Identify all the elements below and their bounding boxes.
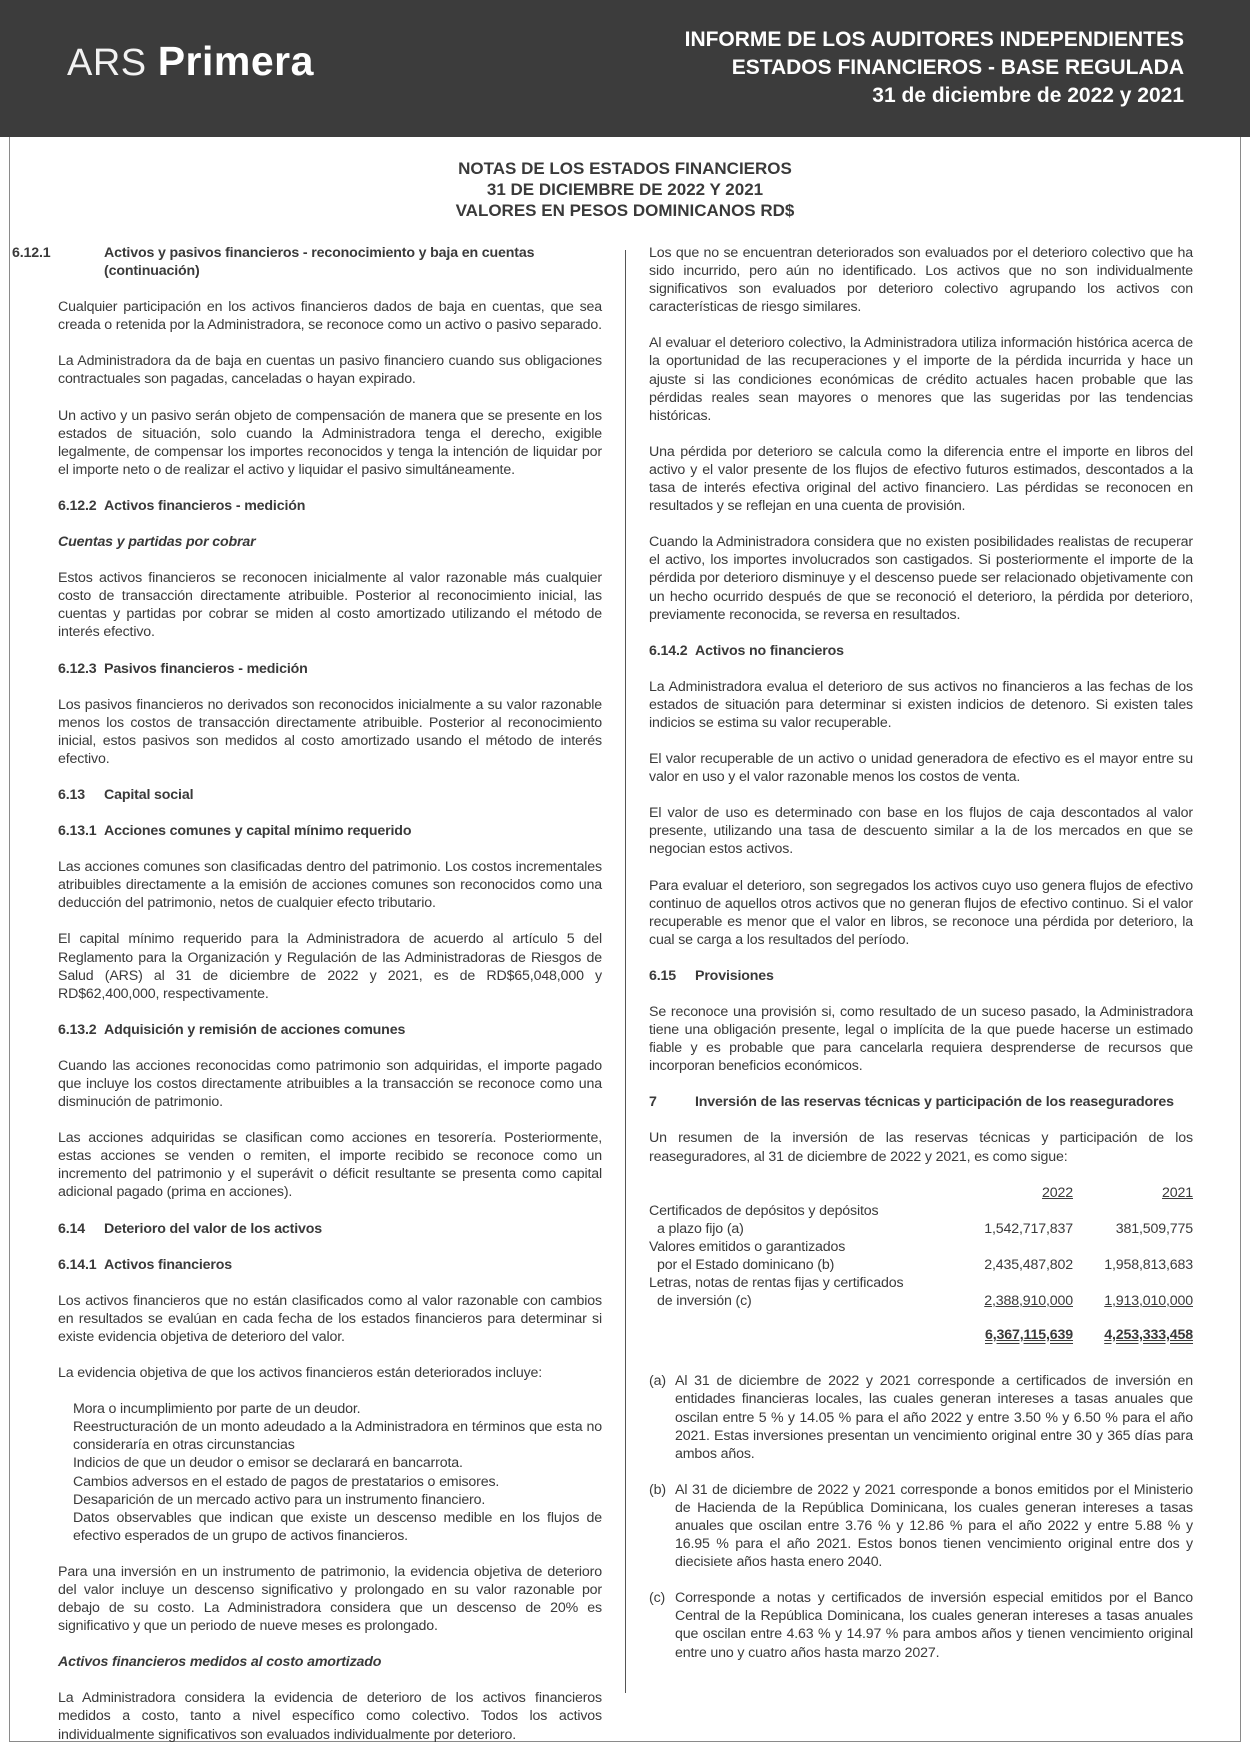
list-item: Datos observables que indican que existe un descenso medible en los flujos de efectivo esperados de un grupo de activos financieros. [73, 1509, 602, 1544]
paragraph: Cuando las acciones reconocidas como patrimonio son adquiridas, el importe pagado que incluye los costos directamente atribuibles a la transacción se reconoce como una disminución de patrimonio. [58, 1057, 602, 1111]
page-header [0, 0, 1250, 137]
table-row [649, 1274, 1193, 1292]
report-title-line-3: 31 de diciembre de 2022 y 2021 [872, 84, 1184, 107]
cell-2021: 1,913,010,000 [1104, 1293, 1193, 1310]
section-title: Pasivos financieros - medición [104, 660, 308, 677]
section-number: 6.14.2 [649, 642, 688, 659]
table-header-row [649, 1184, 1193, 1202]
section-heading-6-13-2 [58, 1021, 602, 1039]
row-label: Letras, notas de rentas fijas y certificados [649, 1275, 904, 1292]
logo-ars: ARS [67, 42, 147, 84]
paragraph: Para evaluar el deterioro, son segregados los activos cuyo uso genera flujos de efectivo continuo de aquellos otros activos que no generan flujos de efectivo continuo. Si el valor recuperable es menor que el valor en libros, se reconoce una pérdida por deterioro, la cual se carga a los resultados del período. [649, 877, 1193, 948]
section-title: Inversión de las reservas técnicas y participación de los reaseguradores [695, 1094, 1174, 1111]
note-text: Al 31 de diciembre de 2022 y 2021 corresponde a bonos emitidos por el Ministerio de Hacienda de la República Dominicana, los cuales generan intereses a tasas anuales que oscilan entre 3.76 % y 12.86 % para el año 2022 y entre 5.88 % y 16.95 % para el año 2021. Estos bonos tienen vencimiento original entre dos y diecisiete años hasta enero 2040. [675, 1481, 1193, 1571]
column-header-2022: 2022 [1042, 1184, 1073, 1201]
note-c [649, 1589, 1193, 1661]
column-divider [625, 250, 626, 1693]
section-heading-6-13-1 [58, 822, 602, 840]
paragraph: Para una inversión en un instrumento de patrimonio, la evidencia objetiva de deterioro del valor incluye un descenso significativo y prolongado en su valor razonable por debajo de su costo. La Administradora considera que un descenso de 20% es significativo y que un periodo de nueve meses es prolongado. [58, 1563, 602, 1635]
section-heading-6-12-3 [58, 660, 602, 678]
section-number: 6.13 [58, 786, 86, 803]
paragraph: Los pasivos financieros no derivados son reconocidos inicialmente a su valor razonable menos los costos de transacción directamente atribuible. Posterior al reconocimiento inicial, estos pasivos son medidos al costo amortizado usando el método de interés efectivo. [58, 696, 602, 767]
paragraph: Estos activos financieros se reconocen inicialmente al valor razonable más cualquier costo de transacción directamente atribuible. Posterior al reconocimiento inicial, las cuentas y partidas por cobrar se miden al costo amortizado utilizando el método de interés efectivo. [58, 570, 602, 641]
section-title: Provisiones [695, 967, 774, 984]
subheading-costo-amortizado: Activos financieros medidos al costo amortizado [58, 1654, 382, 1671]
section-title: Activos financieros - medición [104, 497, 306, 514]
document-title-line-2: 31 DE DICIEMBRE DE 2022 Y 2021 [486, 180, 764, 199]
section-number: 6.12.1 [12, 245, 51, 261]
paragraph: Las acciones comunes son clasificadas dentro del patrimonio. Los costos incrementales atribuibles directamente a la emisión de acciones comunes son reconocidos como una deducción del patrimonio, netos de cualquier efecto tributario. [58, 859, 602, 912]
list-item: Mora o incumplimiento por parte de un deudor. [73, 1401, 361, 1418]
paragraph: Cualquier participación en los activos financieros dados de baja en cuentas, que sea creada o retenida por la Administradora, se reconoce como un activo o pasivo separado. [58, 299, 602, 334]
cell-2022: 2,435,487,802 [984, 1257, 1073, 1274]
section-title: Adquisición y remisión de acciones comunes [104, 1021, 406, 1038]
section-number: 6.15 [649, 967, 677, 984]
paragraph: La Administradora da de baja en cuentas un pasivo financiero cuando sus obligaciones contractuales son pagadas, canceladas o hayan expirado. [58, 353, 602, 388]
note-tag: (a) [649, 1373, 666, 1390]
paragraph: Cuando la Administradora considera que no existen posibilidades realistas de recuperar el activo, los importes involucrados son castigados. Si posteriormente el importe de la pérdida por deterioro disminuye y el descenso puede ser relacionado objetivamente con un hecho ocurrido después de que se reconoció el deterioro, la pérdida por deterioro, previamente reconocida, se reversa en resultados. [649, 534, 1193, 623]
paragraph: Se reconoce una provisión si, como resultado de un suceso pasado, la Administradora tiene una obligación presente, legal o implícita de la que puede hacerse un estimado fiable y es probable que para cancelarla requiera desprenderse de recursos que incorporan beneficios económicos. [649, 1004, 1193, 1075]
paragraph: El valor de uso es determinado con base en los flujos de caja descontados al valor presente, utilizando una tasa de descuento similar a la de los mercados en que se negocian estos activos. [649, 805, 1193, 858]
section-title: Deterioro del valor de los activos [104, 1220, 323, 1237]
row-label: Valores emitidos o garantizados [649, 1238, 846, 1255]
report-title-line-2: ESTADOS FINANCIEROS - BASE REGULADA [731, 56, 1184, 79]
section-number: 6.12.3 [58, 660, 97, 677]
column-header-2021: 2021 [1162, 1184, 1193, 1201]
note-a [649, 1372, 1193, 1462]
report-title [685, 26, 1184, 110]
section-title: Activos y pasivos financieros - reconocimiento y baja en cuentas (continuación) [104, 245, 535, 280]
note-tag: (b) [649, 1481, 666, 1498]
section-number: 6.13.2 [58, 1021, 97, 1038]
section-title: Activos no financieros [695, 642, 844, 659]
note-tag: (c) [649, 1590, 666, 1607]
section-heading-6-14-1 [58, 1256, 602, 1274]
logo-primera: Primera [157, 38, 314, 84]
note-b [649, 1481, 1193, 1571]
section-number: 6.13.1 [58, 823, 97, 840]
paragraph: Los que no se encuentran deteriorados son evaluados por el deterioro colectivo que ha sido incurrido, pero aún no identificado. Los activos que no son individualmente significativos son evaluados por deterioro colectivo agrupando los activos con características de riesgo similares. [649, 245, 1193, 316]
table-row [649, 1256, 1193, 1274]
table-total-row [649, 1310, 1193, 1344]
report-title-line-1: INFORME DE LOS AUDITORES INDEPENDIENTES [684, 28, 1184, 51]
list-item: Desaparición de un mercado activo para un instrumento financiero. [73, 1491, 486, 1508]
list-item: Reestructuración de un monto adeudado a la Administradora en términos que esta no consideraría en otras circunstancias [73, 1419, 602, 1454]
table-row [649, 1220, 1193, 1238]
table-row [649, 1238, 1193, 1256]
table-notes [649, 1372, 1193, 1661]
paragraph: Un activo y un pasivo serán objeto de compensación de manera que se presente en los estados de situación, solo cuando la Administradora tenga el derecho, exigible legalmente, de compensar los importes reconocidos y tenga la intención de liquidar por el importe neto o de realizar el activo y liquidar el pasivo simultáneamente. [58, 407, 602, 478]
section-heading-6-12-1 [12, 244, 602, 280]
section-heading-6-12-2 [58, 497, 602, 515]
paragraph: Una pérdida por deterioro se calcula como la diferencia entre el importe en libros del activo y el valor presente de los flujos de efectivo futuros estimados, descontados a la tasa de interés efectiva original del activo financiero. Las pérdidas se reconocen en resultados y se reflejan en una cuenta de provisión. [649, 443, 1193, 515]
table-row [649, 1292, 1193, 1310]
section-title: Capital social [104, 786, 194, 803]
section-heading-6-14-2 [649, 642, 1193, 660]
cell-2021: 1,958,813,683 [1104, 1257, 1193, 1274]
table-row [649, 1202, 1193, 1220]
total-2021: 4,253,333,458 [1104, 1327, 1193, 1344]
paragraph: El valor recuperable de un activo o unidad generadora de efectivo es el mayor entre su valor en uso y el valor razonable menos los costos de venta. [649, 751, 1193, 786]
paragraph: La evidencia objetiva de que los activos financieros están deteriorados incluye: [58, 1365, 543, 1382]
section-title: Activos financieros [104, 1256, 233, 1273]
section-number: 6.14.1 [58, 1256, 97, 1273]
document-title-line-3: VALORES EN PESOS DOMINICANOS RD$ [455, 201, 795, 220]
subheading-cuentas: Cuentas y partidas por cobrar [58, 534, 256, 551]
note-text: Al 31 de diciembre de 2022 y 2021 corresponde a certificados de inversión en entidades financieras locales, las cuales generan intereses a tasas anuales que oscilan entre 5 % y 14.05 % para el año 2022 y entre 3.50 % y 6.50 % para el año 2021. Estas inversiones presentan un vencimiento original entre 30 y 365 días para ambos años. [675, 1373, 1193, 1462]
total-2022: 6,367,115,639 [985, 1327, 1073, 1344]
document-title [0, 158, 1250, 221]
left-column [12, 244, 602, 1750]
paragraph: La Administradora considera la evidencia de deterioro de los activos financieros medidos a costo, tanto a nivel específico como colectivo. Todos los activos individualmente significativos son evaluados individualmente por deterioro. [58, 1690, 602, 1743]
section-number: 7 [649, 1094, 657, 1111]
paragraph: Al evaluar el deterioro colectivo, la Administradora utiliza información histórica acerca de la oportunidad de las recuperaciones y el importe de la pérdida incurrida y hace un ajuste si las condiciones económicas de crédito actuales hacen probable que las pérdidas reales sean mayores o menores que las sugeridas por las tendencias históricas. [649, 335, 1193, 424]
paragraph: El capital mínimo requerido para la Administradora de acuerdo al artículo 5 del Reglamento para la Organización y Regulación de las Administradoras de Riesgos de Salud (ARS) al 31 de diciembre de 2022 y 2021, es de RD$65,048,000 y RD$62,400,000, respectivamente. [58, 931, 602, 1002]
section-heading-7 [649, 1093, 1193, 1111]
paragraph: La Administradora evalua el deterioro de sus activos no financieros a las fechas de los estados de situación para determinar si existen indicios de detenoro. Si existen tales indicios se estima su valor recuperable. [649, 678, 1193, 731]
document-title-line-1: NOTAS DE LOS ESTADOS FINANCIEROS [458, 159, 792, 178]
list-item: Cambios adversos en el estado de pagos de prestatarios o emisores. [73, 1473, 500, 1490]
section-number: 6.14 [58, 1220, 86, 1237]
right-column [649, 244, 1193, 1680]
row-label: Certificados de depósitos y depósitos [649, 1202, 879, 1219]
section-heading-6-13 [58, 786, 602, 804]
row-label: por el Estado dominicano (b) [657, 1257, 835, 1274]
paragraph: Los activos financieros que no están clasificados como al valor razonable con cambios en resultados se evalúan en cada fecha de los estados financieros para determinar si existe evidencia objetiva de deterioro del valor. [58, 1292, 602, 1345]
row-label: de inversión (c) [657, 1293, 752, 1310]
section-title: Acciones comunes y capital mínimo requerido [104, 823, 412, 840]
row-label: a plazo fijo (a) [657, 1220, 744, 1237]
evidence-list [73, 1400, 602, 1545]
cell-2022: 2,388,910,000 [984, 1293, 1073, 1310]
paragraph: Las acciones adquiridas se clasifican como acciones en tesorería. Posteriormente, estas acciones se venden o remiten, el importe recibido se reconoce como un incremento del patrimonio y el superávit o déficit resultante se presenta como capital adicional pagado (prima en acciones). [58, 1130, 602, 1201]
list-item: Indicios de que un deudor o emisor se declarará en bancarrota. [73, 1455, 463, 1472]
note-text: Corresponde a notas y certificados de inversión especial emitidos por el Banco Central de la República Dominicana, los cuales generan intereses a tasas anuales que oscilan entre 4.63 % y 14.97 % para ambos años y tienen vencimiento original entre uno y cuatro años hasta marzo 2027. [675, 1590, 1193, 1661]
section-heading-6-14 [58, 1220, 602, 1238]
cell-2022: 1,542,717,837 [984, 1220, 1073, 1237]
section-heading-6-15 [649, 967, 1193, 985]
paragraph: Un resumen de la inversión de las reservas técnicas y participación de los reaseguradores, al 31 de diciembre de 2022 y 2021, es como sigue: [649, 1130, 1193, 1165]
section-number: 6.12.2 [58, 497, 97, 514]
investment-table [649, 1184, 1193, 1345]
cell-2021: 381,509,775 [1115, 1220, 1193, 1237]
company-logo [67, 38, 314, 85]
